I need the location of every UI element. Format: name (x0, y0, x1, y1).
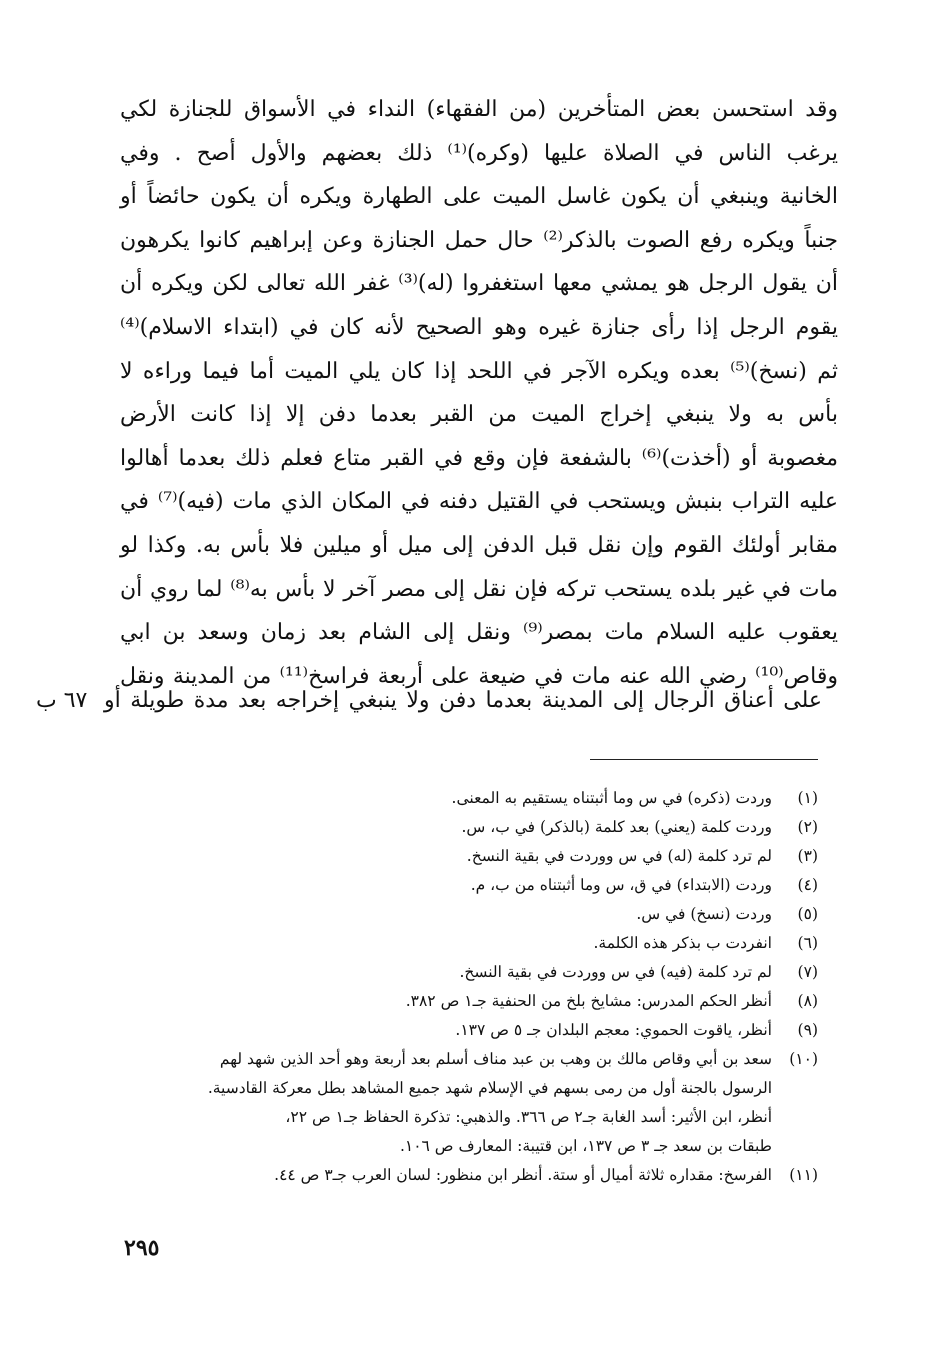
footnote-number: (٨) (797, 992, 818, 1010)
footnote (118, 958, 818, 987)
footnote (118, 842, 818, 871)
text-line: يقوم الرجل إذا رأى جنازة غيره وهو الصحيح لأنه كان في (ابتداء الاسلام)⁽⁴⁾ (120, 314, 838, 340)
footnote-text: أنظر الحكم المدرس: مشايخ بلخ من الحنفية جـ١ ص ٣٨٢. (405, 992, 772, 1010)
footnote-number: (٢) (797, 818, 818, 836)
footnote (118, 1016, 818, 1045)
footnote-text: أنظر، ابن الأثير: أسد الغابة جـ٢ ص ٣٦٦. والذهبي: تذكرة الحفاظ جـ١ ص ٢٢، (285, 1108, 772, 1126)
footnote-number: (٥) (797, 905, 818, 923)
main-text-block (120, 88, 838, 698)
footnote (118, 784, 818, 813)
footnote-number: (١٠) (789, 1050, 818, 1068)
text-line: يرغب الناس في الصلاة عليها (وكره)⁽¹⁾ ذلك بعضهم والأول أصح . وفي (120, 140, 838, 166)
footnote-number: (٧) (797, 963, 818, 981)
footnote (118, 929, 818, 958)
text-line-last: على أعناق الرجال إلى المدينة بعدما دفن ولا ينبغي إخراجه بعد مدة طويلة أو (104, 688, 822, 713)
page-number: ٢٩٥ (124, 1235, 160, 1261)
text-line: الخانية وينبغي أن يكون غاسل الميت على الطهارة ويكره أن يكون حائضاً أو (120, 184, 838, 210)
footnote (118, 900, 818, 929)
text-line: أن يقول الرجل هو يمشي معها استغفروا (له)⁽³⁾ غفر الله تعالى لكن ويكره أن (120, 271, 839, 297)
footnote-number: (١) (797, 789, 818, 807)
folio-marker: ٦٧ ب (36, 688, 88, 713)
footnote (118, 987, 818, 1016)
text-line: مات في غير بلده يستحب تركه فإن نقل إلى مصر آخر لا بأس به⁽⁸⁾ لما روي أن (120, 576, 839, 602)
footnote-number: (٤) (797, 876, 818, 894)
footnote-text: الرسول بالجنة أول من رمى بسهم في الإسلام شهد جميع المشاهد بطل معركة القادسية. (207, 1079, 772, 1097)
footnote-text: انفردت ب بذكر هذه الكلمة. (593, 934, 772, 952)
text-line: بأس به ولا ينبغي إخراج الميت من القبر بعدما دفن إلا إذا كانت الأرض (120, 402, 838, 428)
text-line: مقابر أولئك القوم وإن نقل قبل الدفن إلى ميل أو ميلين فلا بأس به. وكذا لو (120, 532, 838, 558)
text-line: وقاص⁽¹⁰⁾ رضي الله عنه مات في ضيعة على أربعة فراسخ⁽¹¹⁾ من المدينة ونقل (120, 663, 838, 689)
footnote-text: سعد بن أبي وقاص مالك بن وهب بن عبد مناف أسلم بعد أربعة وهو أحد الذين شهد لهم (219, 1050, 772, 1068)
footnote-number: (٩) (797, 1021, 818, 1039)
text-line: وقد استحسن بعض المتأخرين (من الفقهاء) النداء في الأسواق للجنازة لكي (120, 97, 838, 122)
footnote-text: وردت كلمة (يعني) بعد كلمة (بالذكر) في ب، س. (461, 818, 772, 836)
text-line: عليه التراب بنبش ويستحب في القتيل دفنه في المكان الذي مات (فيه)⁽⁷⁾ في (120, 489, 838, 515)
footnote (118, 1045, 818, 1161)
footnote-number: (٣) (797, 847, 818, 865)
footnote-text: طبقات بن سعد جـ ٣ ص ١٣٧، ابن قتيبة: المعارف ص ١٠٦. (399, 1137, 772, 1155)
footnote (118, 871, 818, 900)
footnote-number: (١١) (789, 1166, 818, 1184)
text-line: ثم (نسخ)⁽⁵⁾ بعده ويكره الآجر في اللحد إذا كان يلي الميت أما فيما وراءه لا (120, 358, 838, 384)
footnote-text: الفرسخ: مقداره ثلاثة أميال أو ستة. أنظر ابن منظور: لسان العرب جـ٣ ص ٤٤. (274, 1166, 772, 1184)
footnote-text: وردت (نسخ) في س. (636, 905, 772, 923)
footnote-separator (590, 759, 818, 760)
text-line: جنباً ويكره رفع الصوت بالذكر⁽²⁾ حال حمل الجنازة وعن إبراهيم كانوا يكرهون (120, 227, 838, 253)
footnote (118, 1161, 818, 1190)
footnote-number: (٦) (797, 934, 818, 952)
footnotes (118, 784, 818, 1190)
footnote-text: وردت (الابتداء) في ق، س وما أثبتناه من ب، م. (470, 876, 772, 894)
text-line: يعقوب عليه السلام مات بمصر⁽⁹⁾ ونقل إلى الشام بعد زمان وسعد بن ابي (120, 620, 838, 646)
footnote-text: لم ترد كلمة (له) في س ووردت في بقية النسخ. (466, 847, 772, 865)
footnote (118, 813, 818, 842)
footnote-text: لم ترد كلمة (فيه) في س ووردت في بقية النسخ. (459, 963, 772, 981)
text-line: مغصوبة أو (أخذت)⁽⁶⁾ بالشفعة فإن وقع في القبر متاع فعلم ذلك بعدما أهالوا (120, 445, 839, 471)
footnote-text: وردت (ذكره) في س وما أثبتناه يستقيم به المعنى. (451, 789, 772, 807)
footnote-text: أنظر، ياقوت الحموي: معجم البلدان جـ ٥ ص ١٣٧. (455, 1021, 772, 1039)
